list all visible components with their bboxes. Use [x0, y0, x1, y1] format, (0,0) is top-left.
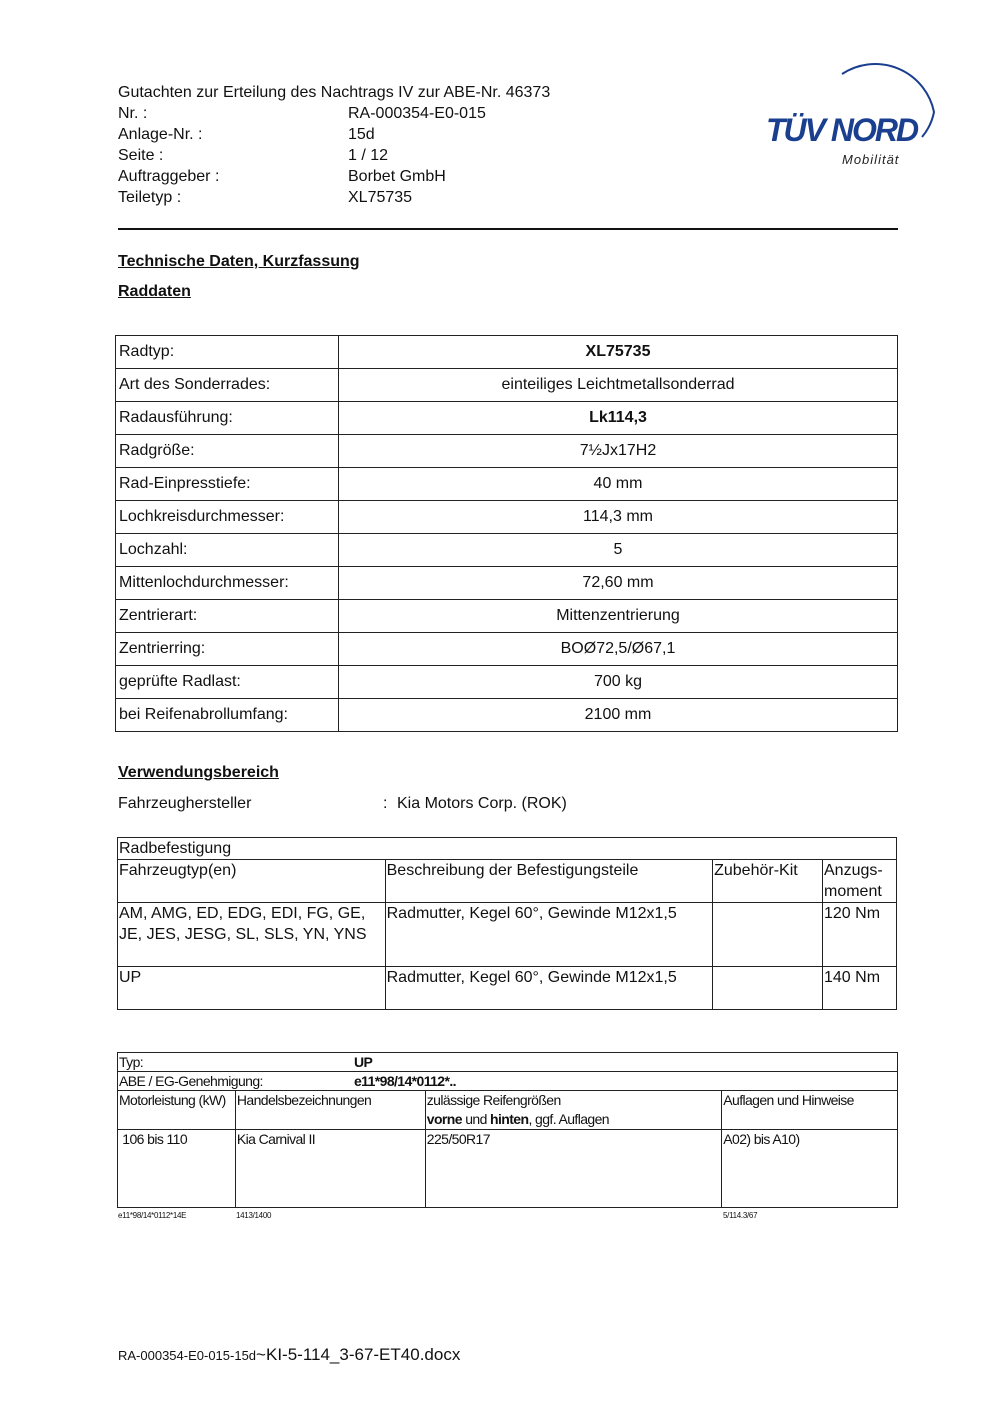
document-header — [118, 82, 550, 208]
raddaten-value: 72,60 mm — [339, 567, 898, 600]
table-row — [116, 402, 898, 435]
typ-footnote-2: 1413/1400 — [236, 1211, 272, 1220]
hersteller-label: Fahrzeughersteller — [118, 795, 252, 812]
table-row — [116, 336, 898, 369]
header-row-auftraggeber: Auftraggeber : Borbet GmbH — [118, 168, 446, 185]
col-zubehoer: Zubehör-Kit — [713, 860, 823, 903]
table-row: UP Radmutter, Kegel 60°, Gewinde M12x1,5 140 Nm — [118, 967, 897, 1010]
footer-suffix: ~KI-5-114_3-67-ET40.docx — [256, 1345, 461, 1364]
col-reifengroessen: zulässige Reifengrößen vorne und hinten, ggf. Auflagen — [425, 1091, 721, 1130]
befestigung-header-row — [118, 860, 897, 903]
befestigung-title: Radbefestigung — [118, 838, 897, 860]
raddaten-label: Radtyp: — [116, 336, 339, 369]
table-row — [116, 534, 898, 567]
raddaten-value: 7½Jx17H2 — [339, 435, 898, 468]
col-motorleistung: Motorleistung (kW) — [118, 1091, 236, 1130]
table-row: 106 bis 110 Kia Carnival II 225/50R17 A02) bis A10) — [118, 1130, 898, 1208]
table-row — [116, 633, 898, 666]
typ-row — [118, 1053, 898, 1072]
table-row — [116, 369, 898, 402]
header-row-seite: Seite : 1 / 12 — [118, 147, 389, 164]
col-fahrzeugtyp: Fahrzeugtyp(en) — [118, 860, 386, 903]
table-row — [116, 501, 898, 534]
raddaten-label: Rad-Einpresstiefe: — [116, 468, 339, 501]
header-divider — [118, 228, 898, 230]
raddaten-label: Zentrierart: — [116, 600, 339, 633]
raddaten-value: 5 — [339, 534, 898, 567]
footer-prefix: RA-000354-E0-015-15d — [118, 1348, 257, 1363]
abe-row — [118, 1072, 898, 1091]
befestigung-table — [117, 837, 897, 1010]
tuev-nord-logo — [762, 62, 942, 172]
raddaten-value: BOØ72,5/Ø67,1 — [339, 633, 898, 666]
typ-footnote-3: 5/114.3/67 — [723, 1211, 758, 1220]
raddaten-value: XL75735 — [339, 336, 898, 369]
abe-label: ABE / EG-Genehmigung: — [119, 1073, 263, 1089]
raddaten-label: Radausführung: — [116, 402, 339, 435]
section-tech-title: Technische Daten, Kurzfassung — [118, 253, 360, 270]
col-auflagen: Auflagen und Hinweise — [722, 1091, 898, 1130]
section-verwendung-title: Verwendungsbereich — [118, 764, 279, 781]
raddaten-label: Radgröße: — [116, 435, 339, 468]
table-row — [116, 699, 898, 732]
section-rad-title: Raddaten — [118, 283, 191, 300]
raddaten-value: Lk114,3 — [339, 402, 898, 435]
table-row — [116, 435, 898, 468]
header-row-anlage: Anlage-Nr. : 15d — [118, 126, 375, 143]
raddaten-value: 40 mm — [339, 468, 898, 501]
raddaten-label: geprüfte Radlast: — [116, 666, 339, 699]
raddaten-value: 2100 mm — [339, 699, 898, 732]
table-row: AM, AMG, ED, EDG, EDI, FG, GE, JE, JES, JESG, SL, SLS, YN, YNS Radmutter, Kegel 60°, Gewinde M12x1,5 120 Nm — [118, 903, 897, 967]
raddaten-label: bei Reifenabrollumfang: — [116, 699, 339, 732]
typ-footnote-1: e11*98/14*0112*14E — [118, 1211, 187, 1220]
typ-header-row — [118, 1091, 898, 1130]
logo-wordmark: TÜV NORD — [766, 112, 918, 148]
raddaten-value: Mittenzentrierung — [339, 600, 898, 633]
col-anzugsmoment: Anzugs-moment — [823, 860, 897, 903]
document-footer — [118, 1345, 460, 1365]
hersteller-colon: : — [383, 795, 388, 812]
raddaten-value: 114,3 mm — [339, 501, 898, 534]
raddaten-table — [115, 335, 898, 732]
raddaten-label: Mittenlochdurchmesser: — [116, 567, 339, 600]
raddaten-value: 700 kg — [339, 666, 898, 699]
abe-value: e11*98/14*0112*.. — [354, 1073, 456, 1089]
col-handelsbezeichnungen: Handelsbezeichnungen — [235, 1091, 425, 1130]
table-row — [116, 600, 898, 633]
header-row-teiletyp: Teiletyp : XL75735 — [118, 189, 413, 206]
raddaten-label: Zentrierring: — [116, 633, 339, 666]
befestigung-title-row — [118, 838, 897, 860]
header-row-nr: Nr. : RA-000354-E0-015 — [118, 105, 486, 122]
raddaten-value: einteiliges Leichtmetallsonderrad — [339, 369, 898, 402]
raddaten-label: Art des Sonderrades: — [116, 369, 339, 402]
document-title: Gutachten zur Erteilung des Nachtrags IV zur ABE-Nr. 46373 — [118, 84, 551, 101]
raddaten-label: Lochzahl: — [116, 534, 339, 567]
logo-subtitle: Mobilität — [842, 152, 900, 167]
table-row — [116, 468, 898, 501]
raddaten-label: Lochkreisdurchmesser: — [116, 501, 339, 534]
table-row — [116, 666, 898, 699]
hersteller-row — [118, 795, 567, 813]
col-beschreibung: Beschreibung der Befestigungsteile — [385, 860, 712, 903]
hersteller-value: Kia Motors Corp. (ROK) — [397, 795, 567, 812]
typ-label: Typ: — [119, 1054, 144, 1070]
table-row — [116, 567, 898, 600]
typ-table — [117, 1052, 898, 1208]
typ-value: UP — [354, 1054, 373, 1070]
